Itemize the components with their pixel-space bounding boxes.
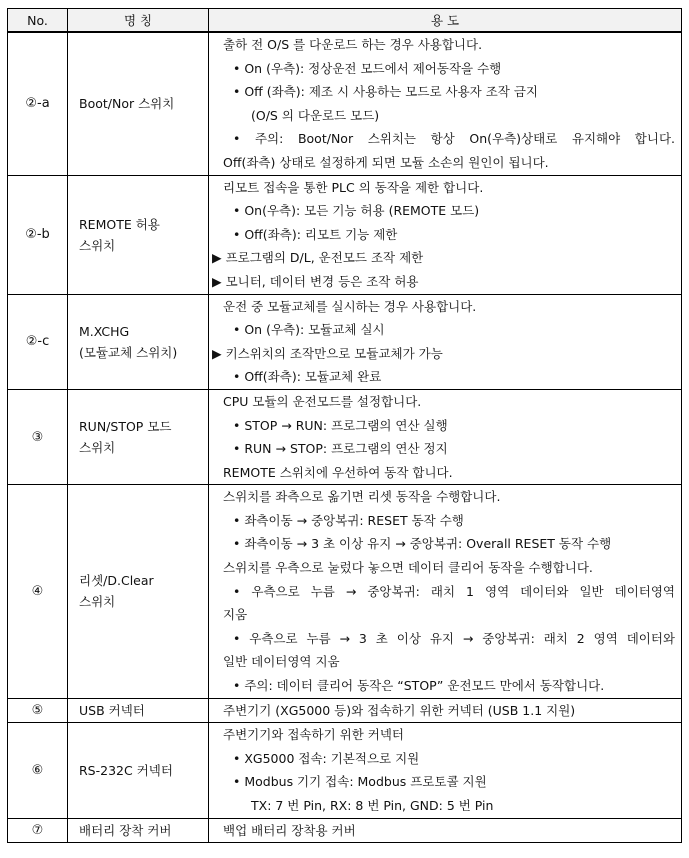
- row-name: [68, 485, 209, 698]
- usage-line: ▶ 모니터, 데이터 변경 등은 조작 허용: [212, 273, 419, 289]
- row-number: ⑤: [8, 698, 68, 723]
- row-usage: [209, 818, 682, 843]
- table-row: [8, 389, 682, 484]
- usage-line: CPU 모듈의 운전모드를 설정합니다.: [223, 393, 422, 409]
- row-name: [68, 294, 209, 389]
- usage-line: • 우측으로 누름 → 중앙복귀: 래치 1 영역 데이터와 일반 데이터영역: [233, 583, 675, 599]
- spec-table: [7, 8, 682, 843]
- usage-line: TX: 7 번 Pin, RX: 8 번 Pin, GND: 5 번 Pin: [251, 798, 494, 813]
- usage-line: 일반 데이터영역 지움: [223, 654, 340, 670]
- row-name-line: M.XCHG: [79, 323, 130, 339]
- row-number: ②-c: [8, 294, 68, 389]
- usage-line: • On (우측): 모듈교체 실시: [233, 322, 385, 338]
- header-no: No.: [8, 9, 68, 33]
- usage-line: (O/S 의 다운로드 모드): [251, 107, 380, 123]
- row-name: [68, 389, 209, 484]
- usage-line: • Off(좌측): 모듈교체 완료: [233, 369, 382, 385]
- usage-line: 출하 전 O/S 를 다운로드 하는 경우 사용합니다.: [223, 37, 483, 52]
- usage-line: 주변기기 (XG5000 등)와 접속하기 위한 커넥터 (USB 1.1 지원): [223, 702, 576, 718]
- usage-line: • On(우측): 모든 기능 허용 (REMOTE 모드): [233, 203, 480, 219]
- usage-line: • RUN → STOP: 프로그램의 연산 정지: [233, 441, 448, 457]
- row-name: [68, 32, 209, 175]
- row-name-line: REMOTE 허용: [79, 216, 160, 232]
- table-row: [8, 485, 682, 698]
- usage-line: REMOTE 스위치에 우선하여 동작 합니다.: [223, 464, 453, 480]
- usage-line: 스위치를 좌측으로 옮기면 리셋 동작을 수행합니다.: [223, 489, 501, 505]
- usage-line: • 우측으로 누름 → 3 초 이상 유지 → 중앙복귀: 래치 2 영역 데이터와: [233, 630, 675, 646]
- usage-line: • 좌측이동 → 중앙복귀: RESET 동작 수행: [233, 512, 464, 528]
- row-name-line: Boot/Nor 스위치: [79, 96, 175, 112]
- row-name-line: 스위치: [79, 594, 116, 610]
- row-name-line: RS-232C 커넥터: [79, 762, 173, 778]
- row-usage: [209, 485, 682, 698]
- row-name-line: RUN/STOP 모드: [79, 419, 172, 435]
- row-number: ⑦: [8, 818, 68, 843]
- usage-line: 백업 배터리 장착용 커버: [223, 822, 356, 838]
- row-number: ③: [8, 389, 68, 484]
- table-row: [8, 723, 682, 818]
- table-row: [8, 32, 682, 175]
- usage-line: Off(좌측) 상태로 설정하게 되면 모듈 소손의 원인이 됩니다.: [223, 154, 549, 170]
- row-name: [68, 698, 209, 723]
- usage-line: • STOP → RUN: 프로그램의 연산 실행: [233, 417, 448, 433]
- row-usage: [209, 723, 682, 818]
- usage-line: ▶ 키스위치의 조작만으로 모듈교체가 가능: [212, 345, 443, 361]
- row-name-line: (모듈교체 스위치): [79, 344, 178, 360]
- usage-line: • 주의: Boot/Nor 스위치는 항상 On(우측)상태로 유지해야 합니다.: [233, 131, 675, 147]
- usage-line: • Off(좌측): 리모트 기능 제한: [233, 226, 398, 242]
- usage-line: • 좌측이동 → 3 초 이상 유지 → 중앙복귀: Overall RESET 동작 수행: [233, 536, 612, 552]
- row-usage: [209, 32, 682, 175]
- usage-line: 스위치를 우측으로 눌렀다 놓으면 데이터 클리어 동작을 수행합니다.: [223, 560, 593, 576]
- row-name: [68, 175, 209, 294]
- row-usage: [209, 294, 682, 389]
- row-number: ②-b: [8, 175, 68, 294]
- usage-line: 주변기기와 접속하기 위한 커넥터: [223, 727, 404, 743]
- table-row: [8, 175, 682, 294]
- row-name-line: 배터리 장착 커버: [79, 822, 172, 838]
- row-name: [68, 818, 209, 843]
- usage-line: ▶ 프로그램의 D/L, 운전모드 조작 제한: [212, 250, 424, 266]
- row-name-line: 스위치: [79, 237, 116, 253]
- usage-line: • Off (좌측): 제조 시 사용하는 모드로 사용자 조작 금지: [233, 84, 538, 100]
- row-name-line: 스위치: [79, 440, 116, 456]
- row-name: [68, 723, 209, 818]
- row-name-line: USB 커넥터: [79, 702, 145, 718]
- header-name: 명 칭: [68, 9, 209, 33]
- usage-line: 리모트 접속을 통한 PLC 의 동작을 제한 합니다.: [223, 179, 484, 195]
- table-row: [8, 818, 682, 843]
- usage-line: • On (우측): 정상운전 모드에서 제어동작을 수행: [233, 60, 502, 76]
- row-number: ②-a: [8, 32, 68, 175]
- usage-line: • XG5000 접속: 기본적으로 지원: [233, 750, 420, 766]
- header-row: [8, 9, 682, 33]
- row-usage: [209, 698, 682, 723]
- usage-line: • 주의: 데이터 클리어 동작은 “STOP” 운전모드 만에서 동작합니다.: [233, 678, 605, 694]
- row-number: ⑥: [8, 723, 68, 818]
- row-name-line: 리셋/D.Clear: [79, 573, 154, 589]
- usage-line: 운전 중 모듈교체를 실시하는 경우 사용합니다.: [223, 298, 477, 314]
- row-usage: [209, 175, 682, 294]
- header-use: 용 도: [209, 9, 682, 33]
- usage-line: • Modbus 기기 접속: Modbus 프로토콜 지원: [233, 774, 487, 790]
- row-usage: [209, 389, 682, 484]
- usage-line: 지움: [223, 607, 248, 623]
- row-number: ④: [8, 485, 68, 698]
- table-row: [8, 294, 682, 389]
- table-row: [8, 698, 682, 723]
